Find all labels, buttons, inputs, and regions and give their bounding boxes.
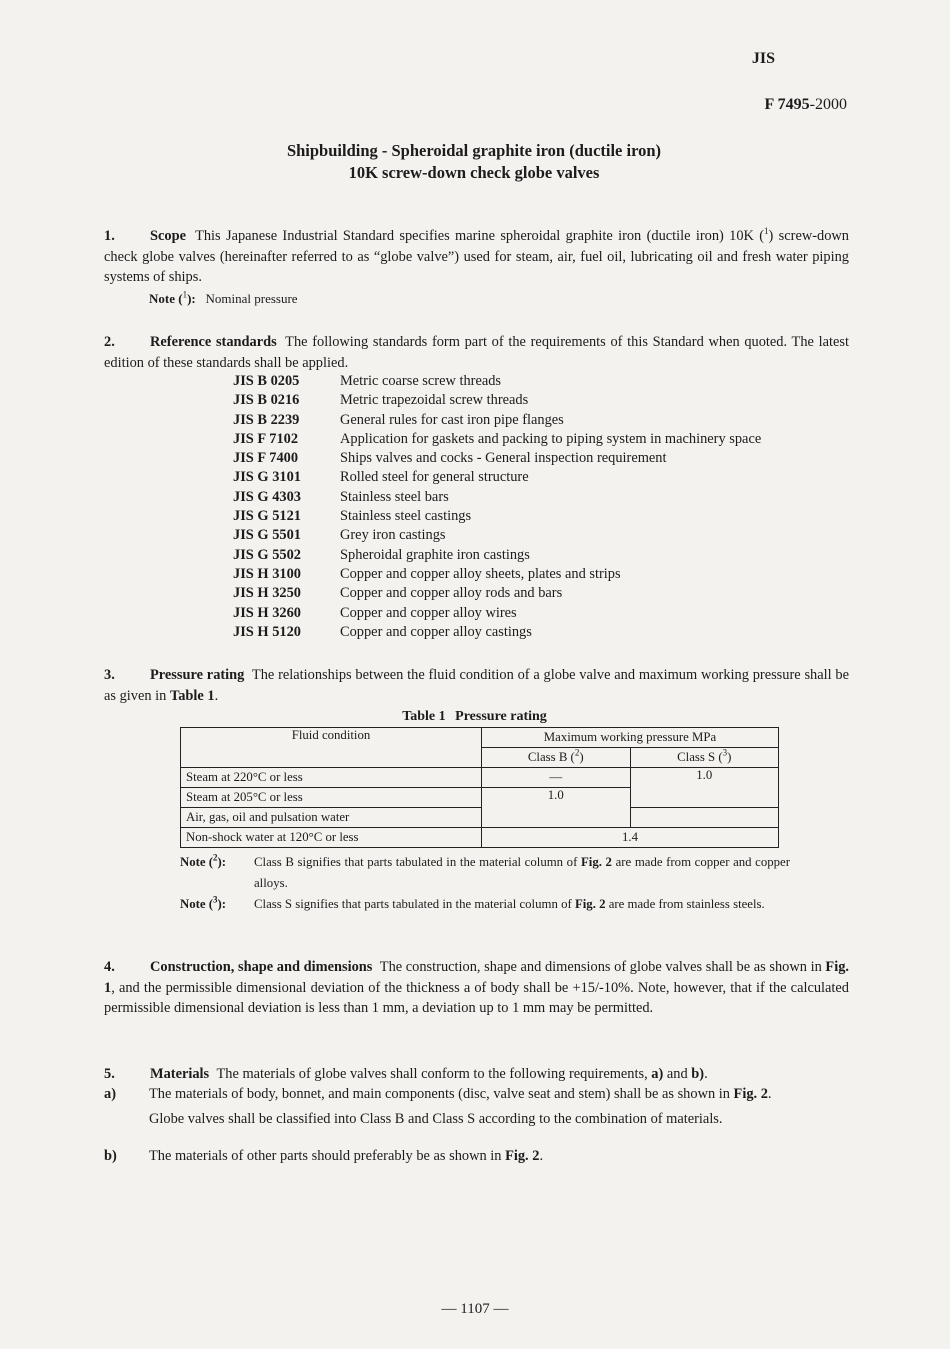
- note2-text2: are made from copper and copper alloys.: [254, 855, 791, 890]
- standard-row: [233, 411, 761, 430]
- note2-label: Note (: [180, 855, 214, 869]
- standard-code: JIS G 5502: [233, 546, 301, 563]
- section-reference-standards: [104, 332, 849, 373]
- standard-code: JIS G 4303: [233, 488, 301, 505]
- standard-row: [233, 565, 761, 584]
- item-a-ref: Fig. 2: [733, 1086, 768, 1102]
- section-materials: [104, 1064, 849, 1085]
- punct: .: [704, 1066, 708, 1082]
- header-standard-number: [764, 96, 847, 114]
- header-org: JIS: [751, 50, 775, 67]
- class-s-close: ): [727, 750, 732, 764]
- note3-sup: 3: [213, 894, 218, 905]
- standard-title: Application for gaskets and packing to piping system in machinery space: [340, 430, 762, 447]
- standard-title: Copper and copper alloy wires: [340, 604, 517, 621]
- standard-code: JIS B 0205: [233, 373, 300, 389]
- note-sup: 1: [182, 289, 188, 300]
- pressure-text: The relationships between the fluid condition of a globe valve and maximum working pressure shall be as given in: [104, 667, 849, 704]
- title-line-1: Shipbuilding - Spheroidal graphite iron (ductile iron): [286, 141, 662, 160]
- table-row-label: Air, gas, oil and pulsation water: [181, 808, 482, 828]
- standard-title: General rules for cast iron pipe flanges: [340, 411, 564, 428]
- footnote-ref: 1: [764, 226, 769, 237]
- materials-item-b: [104, 1146, 849, 1167]
- item-label: a): [104, 1086, 116, 1102]
- cell-class-b-steam-220: —: [482, 768, 631, 788]
- header-class-b: [482, 748, 631, 768]
- standard-row: [233, 546, 761, 565]
- standard-title: Copper and copper alloy sheets, plates and strips: [340, 565, 621, 582]
- note2-sup: 2: [213, 852, 218, 863]
- note-text: [254, 852, 790, 894]
- item-text: [149, 1146, 849, 1167]
- standard-code: JIS B 0216: [233, 392, 300, 409]
- standard-row: [233, 391, 761, 410]
- item-b-text2: .: [539, 1148, 544, 1164]
- table-number: Table 1: [402, 709, 446, 724]
- standard-code: JIS H 3250: [233, 585, 301, 602]
- item-text: [149, 1084, 849, 1105]
- standard-code: JIS B 2239: [233, 411, 300, 428]
- page-number: — 1107 —: [441, 1301, 509, 1317]
- standards-list: [233, 372, 761, 642]
- standard-code: JIS G 5121: [233, 508, 301, 525]
- note3-ref: Fig. 2: [574, 897, 606, 911]
- and-word: and: [663, 1066, 692, 1082]
- standard-code: JIS H 3260: [233, 604, 301, 621]
- standard-row: [233, 526, 761, 545]
- header-class-s: [630, 748, 779, 768]
- document-title: [0, 140, 950, 184]
- fig-ref: Fig. 1: [104, 959, 849, 996]
- materials-item-a: [104, 1084, 849, 1129]
- note-text: Nominal pressure: [205, 290, 298, 306]
- item-a-text2: .: [767, 1086, 772, 1102]
- note-label: Note ($^3$):: [180, 894, 227, 911]
- table-title: Pressure rating: [455, 709, 547, 724]
- section-construction: [104, 957, 849, 1019]
- header-max-pressure: Maximum working pressure MPa: [482, 728, 779, 748]
- standard-code: JIS F 7400: [233, 450, 299, 467]
- table-ref: Table 1: [169, 687, 215, 704]
- note2-ref: Fig. 2: [580, 855, 612, 869]
- standard-title: Copper and copper alloy castings: [340, 623, 532, 640]
- note2-text1: Class B signifies that parts tabulated in the material column of: [254, 855, 581, 869]
- scope-text-1: This Japanese Industrial Standard specifies marine spheroidal graphite iron (ductile iron) 10K (: [195, 228, 765, 244]
- cell-non-shock-water: 1.4: [482, 828, 779, 848]
- standard-title: Stainless steel bars: [340, 488, 449, 505]
- section-heading: Pressure rating: [150, 667, 245, 683]
- standard-row: [233, 372, 761, 391]
- note3-text1: Class S signifies that parts tabulated in the material column of: [254, 897, 575, 911]
- standard-row: [233, 430, 761, 449]
- table-row-label: Non-shock water at 120°C or less: [181, 828, 482, 848]
- item-extra-text: Globe valves shall be classified into Class B and Class S according to the combination of materials.: [149, 1110, 723, 1127]
- standard-row: [233, 507, 761, 526]
- standard-number: F 7495: [764, 96, 810, 113]
- section-pressure-rating: [104, 665, 849, 706]
- title-line-2: 10K screw-down check globe valves: [348, 163, 600, 182]
- cell-class-s-blank: [630, 808, 779, 828]
- standard-row: [233, 468, 761, 487]
- standard-code: JIS H 5120: [233, 623, 301, 640]
- table-row-label: Steam at 205°C or less: [181, 788, 482, 808]
- note3-text2: are made from stainless steels.: [605, 897, 765, 911]
- standard-code: JIS F 7102: [233, 430, 299, 447]
- table-row-label: Steam at 220°C or less: [181, 768, 482, 788]
- class-b-label: Class B (: [527, 750, 575, 764]
- section-number: 1.: [104, 228, 115, 244]
- construction-text-1: The construction, shape and dimensions of globe valves shall be as shown in: [379, 959, 826, 975]
- note-label: Note ($^2$):: [180, 852, 227, 869]
- ref-a: a): [651, 1066, 664, 1082]
- note-label-end: ):: [187, 290, 196, 306]
- class-s-label: Class S (: [677, 750, 723, 764]
- item-b-ref: Fig. 2: [505, 1148, 540, 1164]
- ref-b: b): [691, 1066, 705, 1082]
- punct: .: [214, 687, 219, 704]
- standard-title: Metric coarse screw threads: [340, 373, 502, 389]
- note-text: [254, 894, 790, 915]
- table-note-2: [180, 852, 790, 894]
- standard-row: [233, 623, 761, 642]
- standard-year: -2000: [809, 96, 847, 113]
- class-s-sup: 3: [722, 747, 728, 758]
- standard-title: Metric trapezoidal screw threads: [340, 392, 529, 409]
- standard-title: Rolled steel for general structure: [340, 469, 529, 486]
- standard-row: [233, 449, 761, 468]
- item-label: b): [104, 1148, 117, 1164]
- standard-code: JIS G 5501: [233, 527, 301, 544]
- standard-code: JIS H 3100: [233, 565, 301, 582]
- standard-title: Grey iron castings: [340, 527, 446, 544]
- section-scope: [104, 226, 849, 309]
- note3-label: Note (: [180, 897, 214, 911]
- standard-title: Spheroidal graphite iron castings: [340, 546, 530, 563]
- note-label: Note (: [149, 290, 183, 306]
- standard-row: [233, 604, 761, 623]
- header-fluid-condition: Fluid condition: [181, 728, 482, 768]
- construction-text-2: , and the permissible dimensional deviation of the thickness a of body shall be +15/-10%. Note, however, that if the calculated permissible dimensional deviation is less than 1 mm, a deviation up to 1 mm may be permitted.: [104, 979, 849, 1016]
- materials-text: The materials of globe valves shall conform to the following requirements,: [216, 1066, 652, 1082]
- table-caption: [0, 709, 950, 725]
- table-note-3: [180, 894, 790, 915]
- standard-title: Copper and copper alloy rods and bars: [340, 585, 563, 602]
- scope-note: [149, 289, 849, 310]
- class-b-close: ): [579, 750, 584, 764]
- section-heading: Scope: [150, 228, 186, 244]
- item-b-text1: The materials of other parts should preferably be as shown in: [149, 1148, 506, 1164]
- standard-title: Stainless steel castings: [340, 508, 472, 525]
- section-number: 5.: [104, 1066, 115, 1082]
- section-heading: Construction, shape and dimensions: [150, 959, 373, 975]
- standard-code: JIS G 3101: [233, 469, 301, 486]
- class-b-sup: 2: [574, 747, 580, 758]
- section-heading: Materials: [150, 1066, 210, 1082]
- pressure-rating-table: [180, 727, 779, 848]
- cell-class-s-steam: 1.0: [630, 768, 779, 808]
- cell-class-b-mid: 1.0: [482, 788, 631, 828]
- reference-intro: The following standards form part of the requirements of this Standard when quoted. The latest edition of these standards shall be applied.: [104, 334, 849, 371]
- section-number: 4.: [104, 959, 115, 975]
- standard-title: Ships valves and cocks - General inspection requirement: [340, 450, 667, 467]
- item-a-text1: The materials of body, bonnet, and main components (disc, valve seat and stem) shall be as shown in: [149, 1086, 734, 1102]
- scope-text-2: ) screw-down check globe valves (hereinafter referred to as “globe valve”) used for steam, air, fuel oil, lubricating oil and fresh water piping systems of ships.: [104, 228, 849, 285]
- standard-row: [233, 584, 761, 603]
- section-number: 2.: [104, 334, 115, 350]
- section-number: 3.: [104, 667, 115, 683]
- standard-row: [233, 488, 761, 507]
- section-heading: Reference standards: [150, 334, 277, 350]
